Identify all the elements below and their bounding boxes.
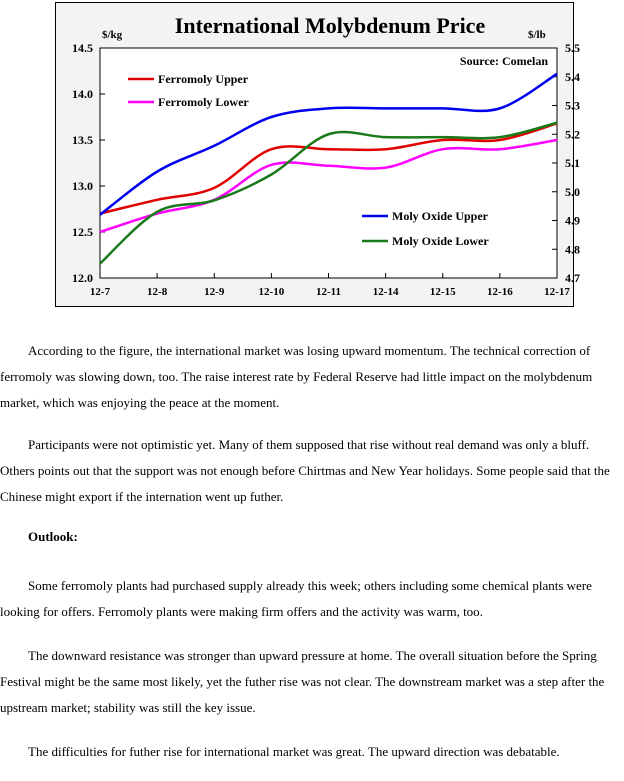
x-tick-label: 12-7 xyxy=(89,286,111,298)
x-tick-label: 12-10 xyxy=(258,286,285,298)
right-tick-label: 5.0 xyxy=(565,184,580,199)
left-tick-label: 13.5 xyxy=(72,133,93,147)
left-tick-label: 12.5 xyxy=(72,225,93,239)
legend-label-moly-oxide-lower: Moly Oxide Lower xyxy=(392,234,489,248)
right-tick-label: 5.2 xyxy=(565,127,580,142)
x-tick-label: 12-15 xyxy=(429,286,456,298)
left-tick-label: 13.0 xyxy=(72,179,93,193)
legend-label-ferromoly-lower: Ferromoly Lower xyxy=(158,95,249,109)
chart-title: International Molybdenum Price xyxy=(174,13,486,38)
paragraph-downward-resistance: The downward resistance was stronger than upward pressure at home. The overall situation before the Spring Festival might be the same most likely, yet the futher rise was not clear. The downstream market was a step after the upstream market; stability was still the key issue. xyxy=(0,648,605,715)
left-tick-label: 12.0 xyxy=(72,271,93,285)
x-tick-label: 12-14 xyxy=(372,286,399,298)
x-tick-label: 12-16 xyxy=(487,286,513,298)
right-tick-label: 5.3 xyxy=(565,98,580,113)
x-tick-label: 12-11 xyxy=(315,286,342,298)
left-tick-label: 14.0 xyxy=(72,87,93,101)
paragraph-market-momentum: According to the figure, the international market was losing upward momentum. The technical correction of ferromoly was slowing down, too. The raise interest rate by Federal Reserve had little impact on the molybdenum market, which was enjoying the peace at the moment. xyxy=(0,343,593,410)
legend-label-ferromoly-upper: Ferromoly Upper xyxy=(158,72,249,86)
paragraph-participants: Participants were not optimistic yet. Many of them supposed that rise without real demand was only a bluff. Others points out that the support was not enough before Chirtmas and New Year holidays. Some people said that the Chinese might export if the internation went up futher. xyxy=(0,437,610,504)
legend-label-moly-oxide-upper: Moly Oxide Upper xyxy=(392,209,488,223)
chart-source: Source: Comelan xyxy=(459,54,548,68)
left-tick-label: 14.5 xyxy=(72,41,93,55)
x-tick-label: 12-9 xyxy=(204,286,225,298)
x-tick-label: 12-8 xyxy=(147,286,168,298)
right-tick-label: 5.4 xyxy=(565,69,580,84)
paragraph-international-difficulties: The difficulties for futher rise for international market was great. The upward direction was debatable. xyxy=(28,744,560,759)
x-tick-label: 12-17 xyxy=(544,286,570,298)
right-tick-label: 4.7 xyxy=(565,271,580,285)
right-tick-label: 4.9 xyxy=(565,213,580,228)
right-tick-label: 5.1 xyxy=(565,156,580,170)
outlook-heading: Outlook: xyxy=(28,529,78,544)
right-tick-label: 5.5 xyxy=(565,41,580,55)
paragraph-ferromoly-plants: Some ferromoly plants had purchased supply already this week; others including some chemical plants were looking for offers. Ferromoly plants were making firm offers and the activity was warm, too. xyxy=(0,578,592,619)
right-tick-label: 4.8 xyxy=(565,242,580,257)
left-axis-unit: $/kg xyxy=(102,29,123,41)
molybdenum-price-chart xyxy=(0,0,624,320)
right-axis-unit: $/lb xyxy=(528,29,546,41)
